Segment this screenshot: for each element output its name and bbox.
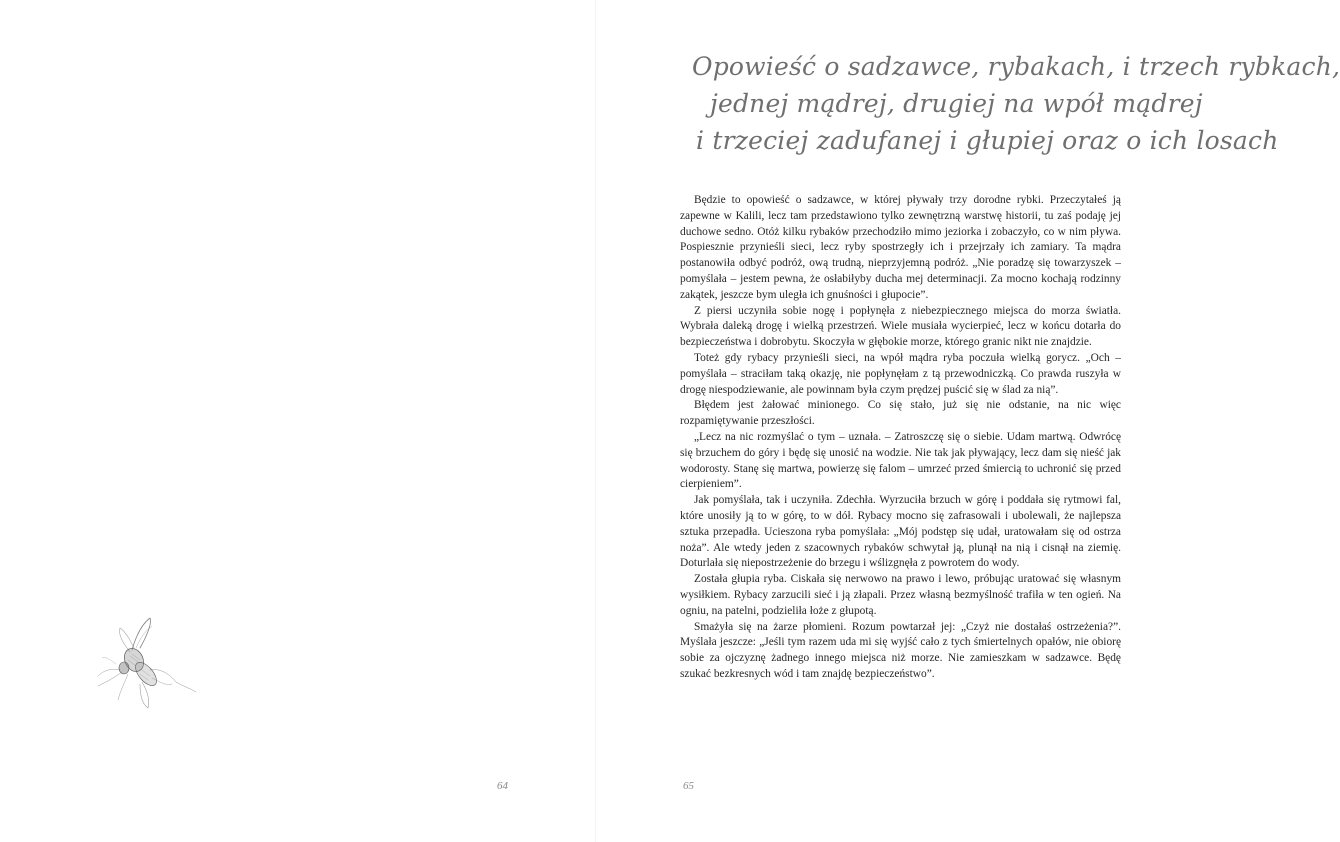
title-line-2: jednej mądrej, drugiej na wpół mądrej	[710, 89, 1203, 118]
paragraph: „Lecz na nic rozmyślać o tym – uznała. – Zatroszczę się o siebie. Udam martwą. Odwrócę się brzuchem do góry i będę się unosić na wodzie. Nie tak jak pływający, lecz dam się nieść jak wodorosty. Stanę się martwa, powierzę się falom – umrzeć przed śmiercią to uchronić się przed cierpieniem”.	[680, 430, 1121, 491]
paragraph: Została głupia ryba. Ciskała się nerwowo na prawo i lewo, próbując uratować się własnym wysiłkiem. Rybacy zarzucili sieć i ją złapali. Przez własną bezmyślność trafiła w ten ogień. Na ogniu, na patelni, podzieliła łoże z głupotą.	[680, 573, 1121, 617]
fly-sketch-icon	[92, 612, 200, 712]
paragraph: Błędem jest żałować minionego. Co się stało, już się nie odstanie, na nic więc rozpamiętywanie przeszłości.	[680, 399, 1121, 428]
title-line-1: Opowieść o sadzawce, rybakach, i trzech rybkach,	[692, 52, 1340, 81]
left-page	[0, 0, 595, 842]
paragraph: Będzie to opowieść o sadzawce, w której pływały trzy dorodne rybki. Przeczytałeś ją zapewne w Kalili, lecz tam przedstawiono tylko zewnętrzną warstwę historii, tu zaś podaję jej duchowe sedno. Otóż kilku rybaków przechodziło mimo jeziorka i zobaczyło, co w nim pływa. Pospiesznie przynieśli sieci, lecz ryby spostrzegły ich i przejrzały ich zamiary. Ta mądra postanowiła odbyć podróż, ową trudną, nieprzyjemną podróż. „Nie poradzę się towarzyszek – pomyślała – jestem pewna, że osłabiłyby ducha mej determinacji. Za mocno kochają rodzinny zakątek, jeszcze bym uległa ich gnuśności i głupocie”.	[680, 194, 1121, 301]
paragraph: Jak pomyślała, tak i uczyniła. Zdechła. Wyrzuciła brzuch w górę i poddała się rytmowi fal, które unosiły ją to w górę, to w dół. Rybacy mocno się zafrasowali i ubolewali, że najlepsza sztuka przepadła. Ucieszona ryba pomyślała: „Mój podstęp się udał, uratowałam się od ostrza noża”. Ale wtedy jeden z szacownych rybaków schwytał ją, plunął na nią i cisnął na ziemię. Doturlała się niepostrzeżenie do brzegu i wślizgnęła z powrotem do wody.	[680, 494, 1121, 570]
chapter-title	[692, 48, 1340, 159]
title-line-3: i trzeciej zadufanej i głupiej oraz o ich losach	[696, 126, 1279, 155]
story-body	[680, 193, 1121, 683]
paragraph: Smażyła się na żarze płomieni. Rozum powtarzał jej: „Czyż nie dostałaś ostrzeżenia?”. Myślała jeszcze: „Jeśli tym razem uda mi się wyjść cało z tych śmiertelnych opałów, nie obiorę sobie za ojczyznę żadnego innego miejsca niż morze. Nie zamieszkam w sadzawce. Będę szukać bezkresnych wód i tam znajdę bezpieczeństwo”.	[680, 620, 1121, 680]
paragraph: Z piersi uczyniła sobie nogę i popłynęła z niebezpiecznego miejsca do morza światła. Wybrała daleką drogę i wielką przestrzeń. Wiele musiała wycierpieć, lecz w końcu dotarła do bezpieczeństwa i dobrobytu. Skoczyła w głębokie morze, którego granic nikt nie znajdzie.	[680, 304, 1121, 349]
page-number-right: 65	[683, 780, 694, 792]
paragraph: Toteż gdy rybacy przynieśli sieci, na wpół mądra ryba poczuła wielką gorycz. „Och – pomyślała – straciłam taką okazję, nie popłynęłam z tą przewodniczką. Co prawda ruszyła w drogę niespodziewanie, ale powinnam była czym prędzej puścić się w ślad za nią”.	[680, 351, 1121, 396]
page-number-left: 64	[497, 780, 508, 792]
